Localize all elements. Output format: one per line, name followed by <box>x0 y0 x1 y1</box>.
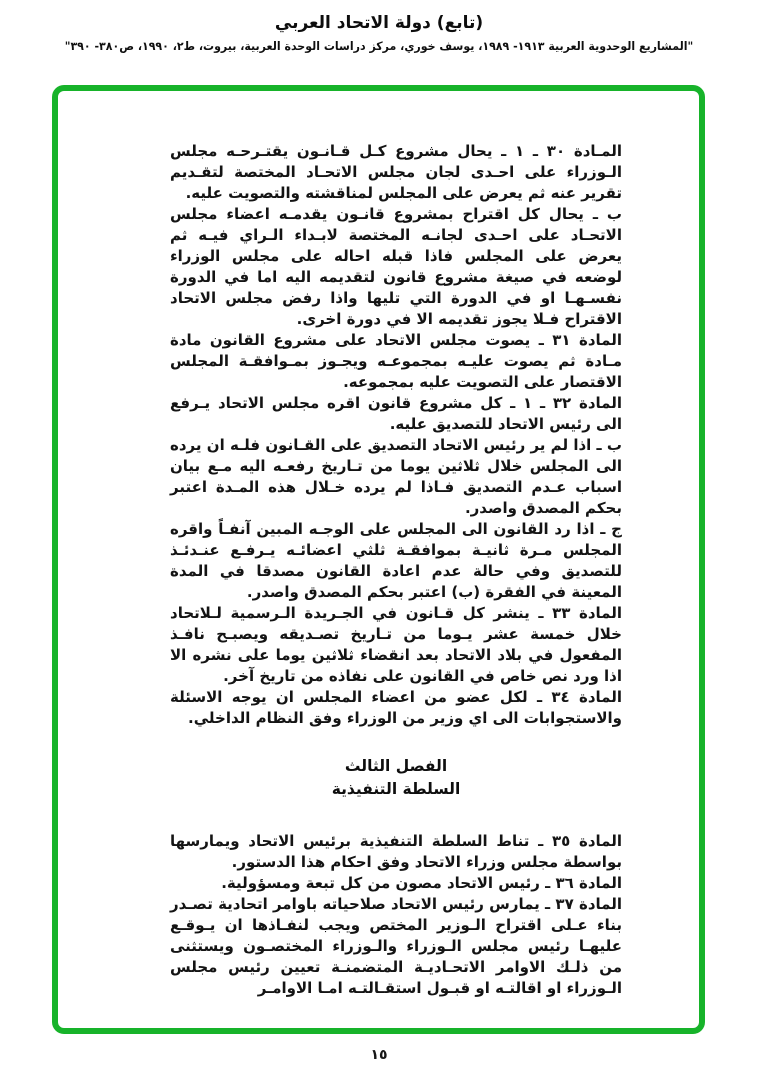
paragraph-article-30: المـادة ٣٠ ـ ١ ـ يحال مشروع كـل قـانـون يقتـرحـه مجلس الـوزراء على احـدى لجان مجلس الاتحـاد المختصة لتقـديم تقرير عنه ثم يعرض على المجلس لمناقشته والتصويت عليه. <box>170 142 622 202</box>
chapter-title: الفصل الثالث <box>344 757 448 775</box>
chapter-subtitle: السلطة التنفيذية <box>331 780 461 798</box>
paragraph-article-34: المادة ٣٤ ـ لكل عضو من اعضاء المجلس ان يوجه الاسئلة والاستجوابات الى اي وزير من الوزراء وفق النظام الداخلي. <box>170 688 622 727</box>
citation-reference: "المشاريع الوحدوية العربية ١٩١٣- ١٩٨٩، يوسف خوري، مركز دراسات الوحدة العربية، بيروت، ط٢، ١٩٩٠، ص٣٨٠- ٣٩٠" <box>64 39 694 54</box>
paragraph-article-37: المادة ٣٧ ـ يمارس رئيس الاتحاد صلاحياته باوامر اتحادية تصـدر بناء عـلى اقتراح الـوزير المختص ويجب لنفـاذها ان يـوقـع عليهـا رئيس مجلس الـوزراء والـوزراء المختصـون ويستثنى من ذلـك الاوامر الاتحـاديـة المتضمنـة تعيين رئيس مجلس الـوزراء او اقالتـه او قبـول استقـالتـه امـا الاوامـر <box>170 895 622 997</box>
chapter-heading <box>170 755 622 801</box>
document-title: (تابع) دولة الاتحاد العربي <box>274 13 484 33</box>
paragraph-article-32: المادة ٣٢ ـ ١ ـ كل مشروع قانون اقره مجلس الاتحاد يـرفع الى رئيس الاتحاد للتصديق عليه. <box>170 394 622 433</box>
paragraph-article-30-b: ب ـ يحال كل اقتراح بمشروع قانـون يقدمـه اعضاء مجلس الاتحـاد على احـدى لجانـه المختصة لابـداء الـراي فيـه ثم يعرض على المجلس فاذا قبله احاله على مجلس الوزراء لوضعه في صيغة مشروع قانون لتقديمه اليه اما في الدورة نفسـهـا او في الدورة التي تليها واذا رفض مجلس الاتحاد الاقتراح فـلا يجوز تقديمه الا في دورة اخرى. <box>170 205 622 328</box>
paragraph-article-31: المادة ٣١ ـ يصوت مجلس الاتحاد على مشروع القانون مادة مـادة ثم يصوت عليـه بمجموعـه ويجـوز بمـوافقـة المجلس الاقتصار على التصويت عليه بمجموعه. <box>170 331 622 391</box>
paragraph-article-36: المادة ٣٦ ـ رئيس الاتحاد مصون من كل تبعة ومسؤولية. <box>221 874 622 892</box>
paragraph-article-32-b: ب ـ اذا لم ير رئيس الاتحاد التصديق على القـانون فلـه ان يرده الى المجلس خلال ثلاثين يوما من تـاريخ رفعـه اليه مـع بيان اسباب عـدم التصديق فـاذا لم يرده خـلال هذه المـدة اعتبر بحكم المصدق واصدر. <box>170 436 622 517</box>
page-number: ١٥ <box>370 1047 388 1063</box>
paragraph-article-32-c: ج ـ اذا رد القانون الى المجلس على الوجـه المبين آنفـاً واقره المجلس مـرة ثانيـة بموافقـة ثلثي اعضائـه يـرفـع عنـدئـذ للتصديق وفي حالة عدم اعادة القانون مصدقا في المدة المعينة في الفقرة (ب) اعتبر بحكم المصدق واصدر. <box>170 520 622 601</box>
body-text-column <box>170 141 622 999</box>
paragraph-article-33: المادة ٣٣ ـ ينشر كل قـانون في الجـريدة الـرسمية لـلاتحاد خلال خمسة عشر يـوما من تـاريخ تصـديقه ويصبـح نافـذ المفعول في بلاد الاتحاد بعد انقضاء ثلاثين يوما على نشره الا اذا ورد نص خاص في القانون على نفاذه من تاريخ آخر. <box>170 604 622 685</box>
paragraph-article-35: المادة ٣٥ ـ تناط السلطة التنفيذية برئيس الاتحاد ويمارسها بواسطة مجلس وزراء الاتحاد وفق احكام هذا الدستور. <box>170 832 622 871</box>
green-border-frame <box>52 85 705 1034</box>
